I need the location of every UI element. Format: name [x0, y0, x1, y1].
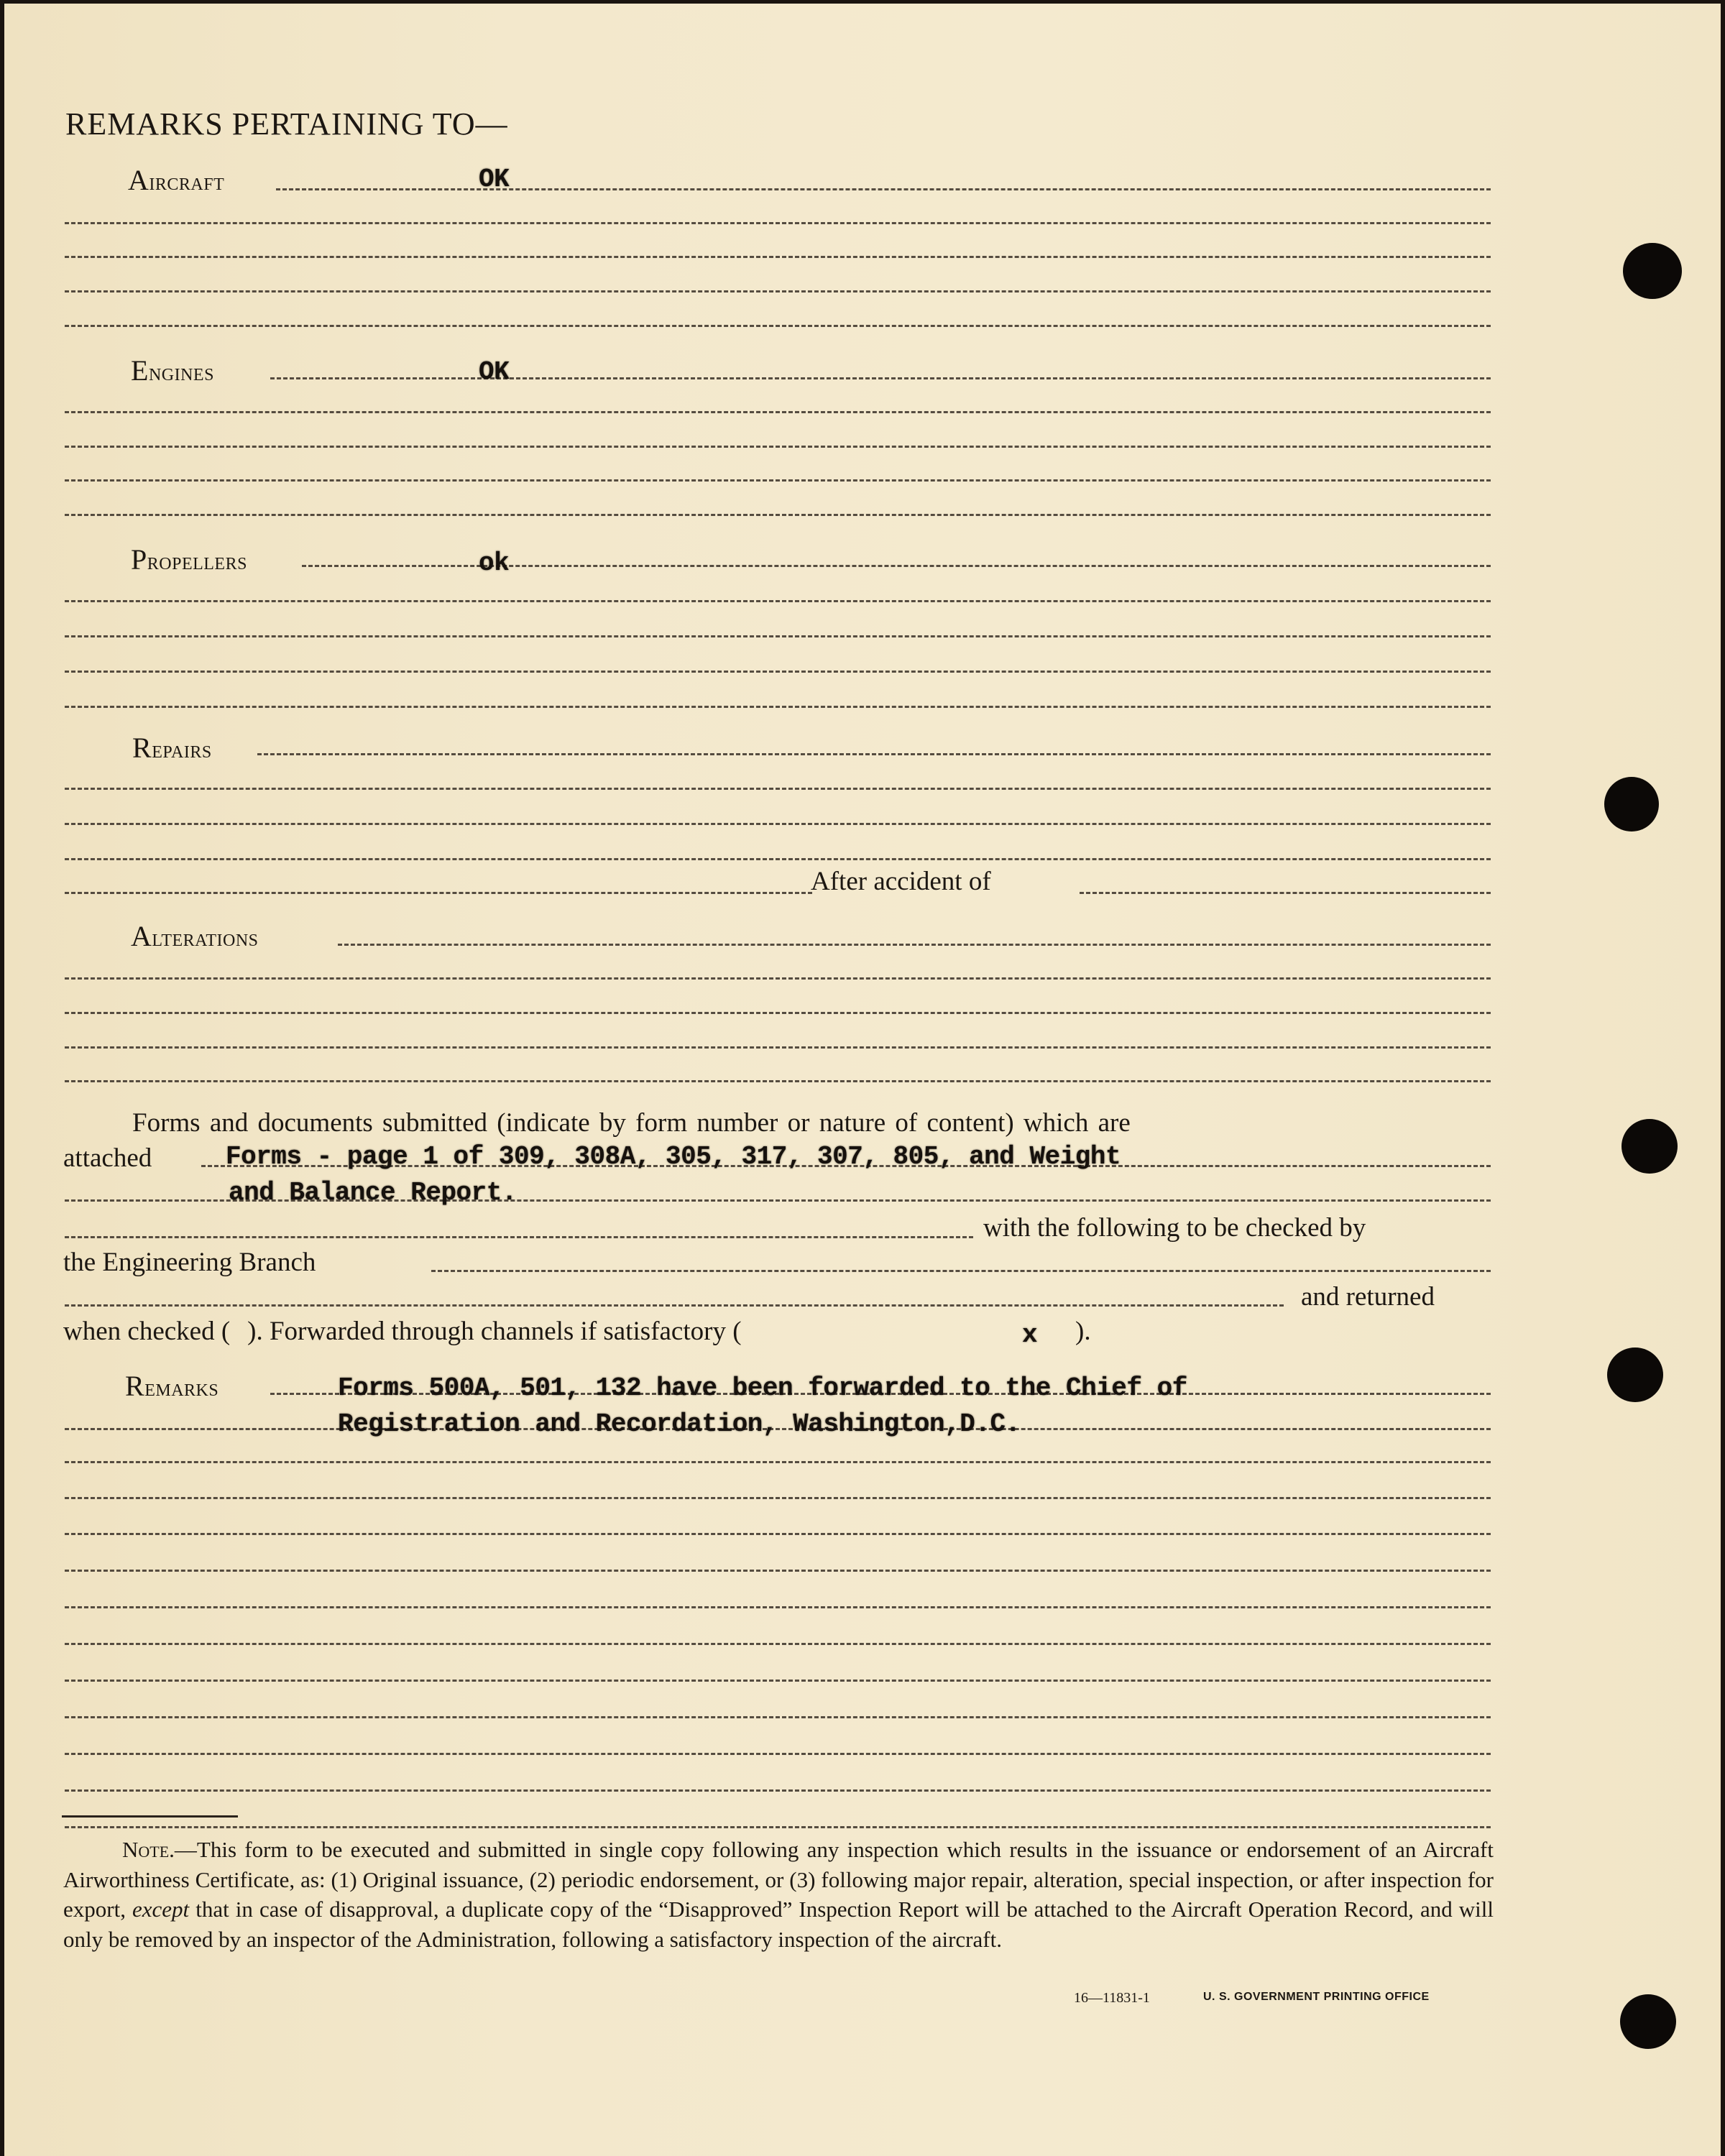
documents-intro: Forms and documents submitted (indicate by form number or nature of content) which are [132, 1108, 1131, 1138]
binder-hole-2 [1604, 777, 1659, 831]
form-number: 16—11831-1 [1074, 1990, 1150, 2006]
alterations-label: Alterations [131, 920, 259, 952]
aircraft-label: Aircraft [128, 164, 225, 196]
repairs-line-5[interactable] [65, 892, 812, 894]
remarks-line-7[interactable] [65, 1606, 1491, 1608]
remarks-line-9[interactable] [65, 1680, 1491, 1682]
aircraft-value[interactable]: OK [479, 165, 510, 194]
repairs-line-4[interactable] [65, 858, 1491, 860]
form-heading: REMARKS PERTAINING TO— [65, 106, 508, 142]
returned-line[interactable] [65, 1304, 1284, 1307]
engines-line-5[interactable] [65, 514, 1491, 516]
engineering-branch-label: the Engineering Branch [63, 1248, 316, 1277]
after-accident-label: After accident of [811, 867, 991, 896]
binder-hole-5 [1620, 1994, 1676, 2049]
printer-imprint: U. S. GOVERNMENT PRINTING OFFICE [1203, 1991, 1430, 2003]
forwarded-close: ). [1075, 1317, 1091, 1346]
aircraft-line-2[interactable] [65, 222, 1491, 224]
forwarded-checkbox-mark[interactable]: x [1022, 1320, 1038, 1350]
repairs-line[interactable] [257, 753, 1491, 755]
remarks-line-10[interactable] [65, 1716, 1491, 1718]
note-separator [62, 1815, 238, 1818]
propellers-line-2[interactable] [65, 600, 1491, 602]
note-text-2: that in case of disapproval, a duplicate copy of the “Disapproved” Inspection Report will be attached to the Aircraft Operation Record, and will only be removed by an inspector of the Administration, following a satisfactory inspection of the aircraft. [63, 1897, 1494, 1952]
returned-label: and returned [1301, 1282, 1435, 1312]
note-lead: Note. [122, 1837, 175, 1862]
remarks-line-8[interactable] [65, 1643, 1491, 1645]
form-page [4, 4, 1721, 2156]
binder-hole-4 [1607, 1348, 1663, 1402]
engines-line-2[interactable] [65, 411, 1491, 413]
remarks-line-13[interactable] [65, 1826, 1491, 1828]
propellers-line-3[interactable] [65, 635, 1491, 637]
aircraft-line-3[interactable] [65, 256, 1491, 258]
remarks-line-11[interactable] [65, 1753, 1491, 1755]
remarks-line-5[interactable] [65, 1533, 1491, 1535]
engines-line-3[interactable] [65, 446, 1491, 448]
repairs-line-3[interactable] [65, 823, 1491, 825]
propellers-line-5[interactable] [65, 706, 1491, 708]
propellers-line-4[interactable] [65, 671, 1491, 673]
note-text-1: —This form to be executed and submitted in single copy following any inspection which results in the issuance or endorsement of an Aircraft Airworthiness Certificate, as: (1) Original issuance, (2) periodic endorsement, or (3) following major repair, alteration, special inspection, or after inspection for export, [63, 1837, 1494, 1922]
remarks-value-2[interactable]: Registration and Recordation, Washington,D.C. [338, 1409, 1021, 1439]
forwarded-label: ). Forwarded through channels if satisfactory ( [247, 1317, 742, 1346]
when-checked-label: when checked ( [63, 1317, 231, 1346]
alterations-line-2[interactable] [65, 977, 1491, 980]
when-checked-row [63, 1316, 742, 1347]
remarks-line-4[interactable] [65, 1497, 1491, 1499]
aircraft-line-4[interactable] [65, 290, 1491, 292]
engines-label: Engines [131, 354, 214, 387]
repairs-line-2[interactable] [65, 788, 1491, 790]
attached-label: attached [63, 1143, 152, 1173]
repairs-label: Repairs [132, 732, 212, 764]
attached-line-3[interactable] [65, 1236, 973, 1238]
engineering-branch-line[interactable] [431, 1270, 1491, 1272]
remarks-value-1[interactable]: Forms 500A, 501, 132 have been forwarded to the Chief of [338, 1373, 1187, 1403]
remarks-label: Remarks [125, 1370, 219, 1402]
propellers-label: Propellers [131, 543, 247, 576]
checked-by-label: with the following to be checked by [983, 1213, 1366, 1243]
remarks-line-12[interactable] [65, 1789, 1491, 1792]
alterations-line[interactable] [338, 944, 1491, 946]
note-italic: except [132, 1897, 190, 1922]
binder-hole-3 [1622, 1119, 1678, 1174]
remarks-line-3[interactable] [65, 1461, 1491, 1463]
footnote [63, 1835, 1494, 1954]
attached-value-2[interactable]: and Balance Report. [229, 1178, 517, 1207]
alterations-line-4[interactable] [65, 1046, 1491, 1049]
alterations-line-3[interactable] [65, 1012, 1491, 1014]
aircraft-line[interactable] [276, 188, 1491, 190]
engines-value[interactable]: OK [479, 357, 510, 387]
engines-line[interactable] [270, 377, 1491, 379]
binder-hole-1 [1623, 243, 1682, 299]
alterations-line-5[interactable] [65, 1080, 1491, 1082]
remarks-line-6[interactable] [65, 1570, 1491, 1572]
aircraft-line-5[interactable] [65, 325, 1491, 327]
engines-line-4[interactable] [65, 479, 1491, 482]
attached-value-1[interactable]: Forms - page 1 of 309, 308A, 305, 317, 307, 805, and Weight [226, 1142, 1121, 1171]
after-accident-line[interactable] [1080, 892, 1491, 894]
propellers-value[interactable]: ok [479, 548, 510, 578]
